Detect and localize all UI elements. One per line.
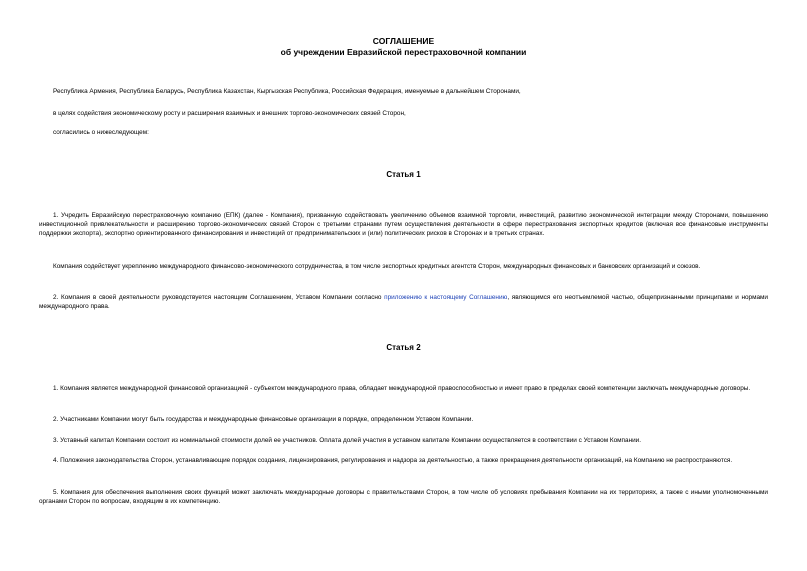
document-title: [0, 36, 807, 58]
preamble-purpose: в целях содействия экономическому росту и расширения взаимных и внешних торгово-экономических связей Сторон,: [53, 110, 406, 117]
article-1-paragraph-2: Компания содействует укреплению международного финансово-экономического сотрудничества, в том числе экспортных кредитных агентств Сторон, международных финансовых и банковских организаций и союзов.: [53, 263, 701, 270]
preamble-agreed: согласились о нижеследующем:: [53, 129, 149, 136]
annex-link[interactable]: приложению к настоящему Соглашению: [384, 294, 508, 301]
article-1-paragraph-3: [39, 293, 768, 311]
article-1-paragraph-3-text-end: , являющимся его неотъемлемой частью, общепризнанными принципами и нормами международного права.: [39, 294, 768, 311]
article-1-paragraph-3-text-start: 2. Компания в своей деятельности руководствуется настоящим Соглашением, Уставом Компании согласно: [53, 294, 385, 301]
preamble-parties: Республика Армения, Республика Беларусь, Республика Казахстан, Кыргызская Республика, Российская Федерация, именуемые в дальнейшем Сторонами,: [53, 88, 521, 95]
article-1-heading: Статья 1: [386, 170, 421, 179]
title-line-2: об учреждении Евразийской перестраховочной компании: [280, 47, 527, 57]
article-1-paragraph-1: 1. Учредить Евразийскую перестраховочную компанию (ЕПК) (далее - Компания), призванную содействовать увеличению объемов взаимной торговли, инвестиций, развитию экономической интеграции между Сторонами, повышению инвестиционной привлекательности и расширению торгово-экономических связей Сторон с третьими странами путем осуществления деятельности в сфере перестрахования экспортных кредитов (включая все финансовые инструменты поддержки экспорта), экспортно ориентированного финансирования и инвестиций от предпринимательских и (или) политических рисков в Сторонах и в третьих странах.: [39, 212, 768, 238]
article-2-paragraph-4: 4. Положения законодательства Сторон, устанавливающие порядок создания, лицензирования, регулирования и надзора за деятельностью, а также прекращения деятельности организаций, на Компанию не распространяются.: [53, 457, 733, 464]
article-2-paragraph-5: 5. Компания для обеспечения выполнения своих функций может заключать международные договоры с правительствами Сторон, в том числе об условиях пребывания Компании на их территориях, а также с иными уполномоченными органами Сторон по вопросам, входящим в их компетенцию.: [39, 489, 768, 506]
title-line-1: СОГЛАШЕНИЕ: [372, 36, 435, 46]
article-2-paragraph-2: 2. Участниками Компании могут быть государства и международные финансовые организации в порядке, определенном Уставом Компании.: [53, 416, 474, 423]
article-2-heading: Статья 2: [386, 343, 421, 352]
article-2-paragraph-1: 1. Компания является международной финансовой организацией - субъектом международного права, обладает международной правоспособностью и имеет право в пределах своей компетенции заключать международные договоры.: [53, 385, 751, 392]
article-2-paragraph-3: 3. Уставный капитал Компании состоит из номинальной стоимости долей ее участников. Оплата долей участия в уставном капитале Компании осуществляется в соответствии с Уставом Компании.: [53, 437, 642, 444]
